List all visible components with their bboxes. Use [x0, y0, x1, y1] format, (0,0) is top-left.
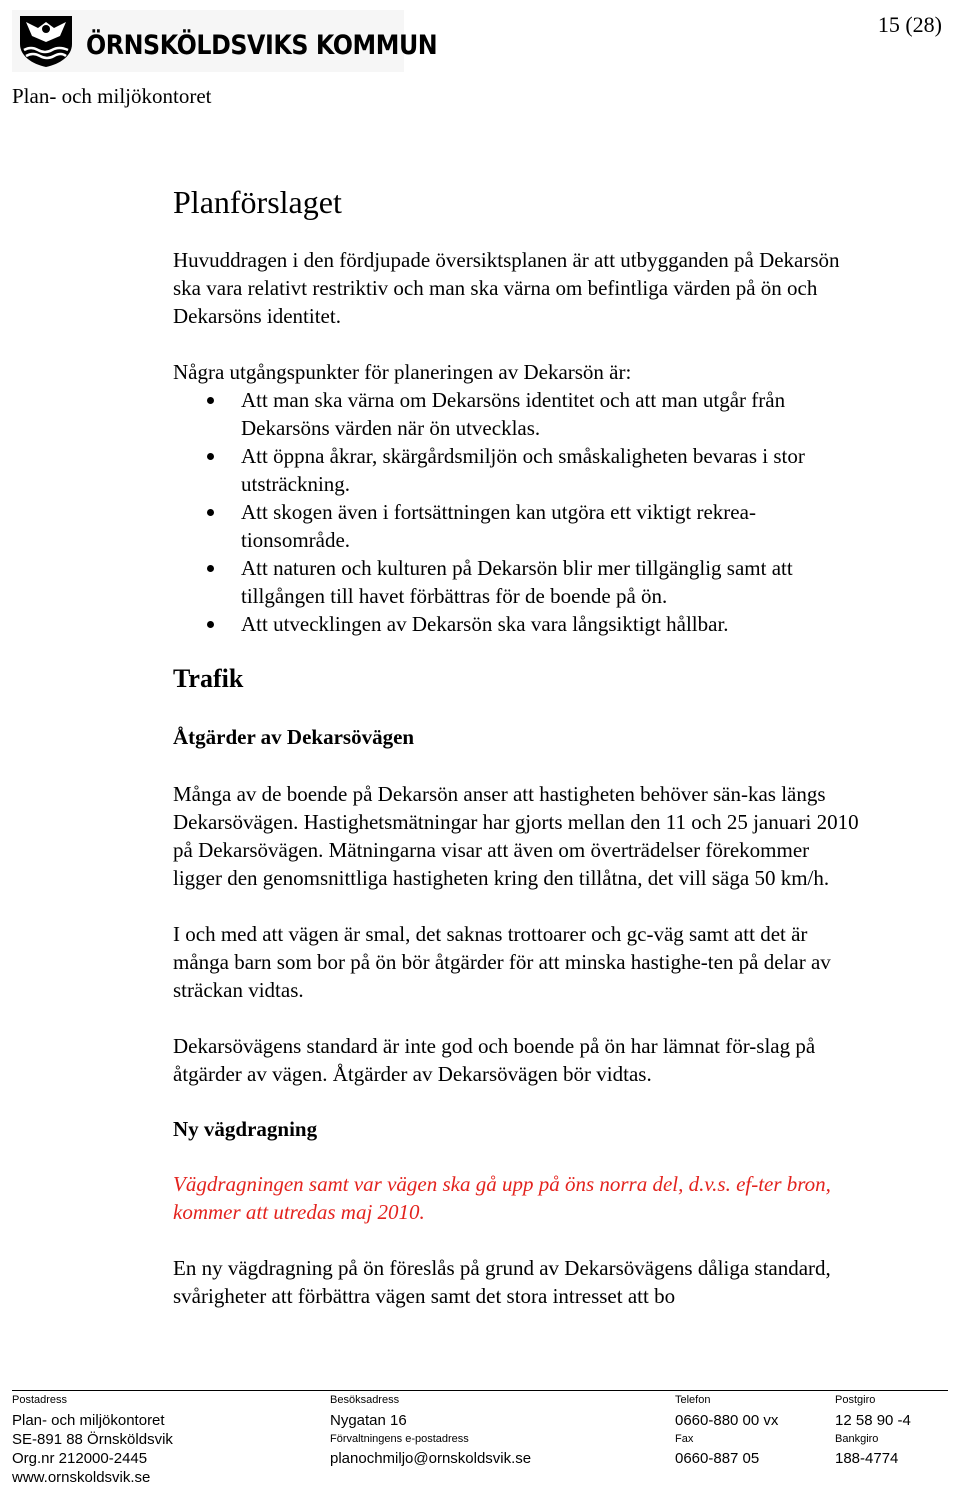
- bullet-icon: [207, 453, 214, 460]
- intro-paragraph: Huvuddragen i den fördjupade översiktsplanen är att utbygganden på Dekarsön ska vara relativt restriktiv och man ska värna om befintliga värden på ön och Dekarsöns identitet.: [173, 248, 840, 328]
- municipality-logo: [12, 10, 438, 72]
- section-heading-trafik: Trafik: [173, 664, 244, 693]
- bullet-icon: [207, 621, 214, 628]
- postadress-line1: Plan- och miljökontoret: [12, 1412, 165, 1429]
- page-title: Planförslaget: [173, 184, 342, 220]
- postadress-label: Postadress: [12, 1394, 68, 1406]
- paragraph-speed: Många av de boende på Dekarsön anser att hastigheten behöver sän-kas längs Dekarsövägen. Hastighetsmätningar har gjorts mellan den 11 och 25 januari 2010 på Dekarsövägen. Mätningarna visar att även om överträdelser förekommer ligger den genomsnittliga hastigheten kring den tillåtna, det vill säga 50 km/h.: [173, 782, 859, 890]
- besoksadress-label: Besöksadress: [330, 1394, 400, 1406]
- department-name: Plan- och miljökontoret: [12, 84, 212, 108]
- telefon-label: Telefon: [675, 1394, 711, 1406]
- postgiro: 12 58 90 -4: [835, 1412, 911, 1429]
- footer-divider: [12, 1390, 948, 1391]
- paragraph-new-road: En ny vägdragning på ön föreslås på grund av Dekarsövägens dåliga standard, svårigheter att förbättra vägen samt det stora intresset att bo: [173, 1256, 831, 1308]
- footer-col-postadress: [12, 1393, 312, 1487]
- besoksadress: Nygatan 16: [330, 1412, 407, 1429]
- bullet-list: [173, 386, 863, 638]
- list-item: Att utvecklingen av Dekarsön ska vara långsiktigt hållbar.: [173, 610, 863, 638]
- footer-col-giro: [835, 1393, 955, 1468]
- org-name: ÖRNSKÖLDSVIKS KOMMUN: [86, 30, 438, 61]
- bankgiro-label: Bankgiro: [835, 1433, 879, 1445]
- website-link[interactable]: www.ornskoldsvik.se: [12, 1469, 151, 1486]
- paragraph-safety: I och med att vägen är smal, det saknas trottoarer och gc-väg samt att det är många barn som bor på ön bör åtgärder för att minska hastighe-ten på delar av sträckan vidtas.: [173, 922, 831, 1002]
- list-item: Att man ska värna om Dekarsöns identitet och att man utgår från Dekarsöns värden när ön utvecklas.: [173, 386, 863, 442]
- fax-label: Fax: [675, 1433, 694, 1445]
- fax: 0660-887 05: [675, 1450, 760, 1467]
- telefon: 0660-880 00 vx: [675, 1412, 779, 1429]
- list-intro: Några utgångspunkter för planeringen av Dekarsön är:: [173, 360, 632, 384]
- bankgiro: 188-4774: [835, 1450, 899, 1467]
- list-item: Att naturen och kulturen på Dekarsön blir mer tillgänglig samt att tillgången till havet förbättras för de boende på ön.: [173, 554, 863, 610]
- subsection-heading-atgarder: Åtgärder av Dekarsövägen: [173, 725, 415, 749]
- bullet-icon: [207, 397, 214, 404]
- list-item: Att skogen även i fortsättningen kan utgöra ett viktigt rekrea-tionsområde.: [173, 498, 863, 554]
- epost-label: Förvaltningens e-postadress: [330, 1433, 469, 1445]
- footer-col-besoksadress: [330, 1393, 660, 1468]
- list-item: Att öppna åkrar, skärgårdsmiljön och småskaligheten bevaras i stor utsträckning.: [173, 442, 863, 498]
- coat-of-arms-icon: [16, 14, 76, 68]
- bullet-icon: [207, 509, 214, 516]
- paragraph-standard: Dekarsövägens standard är inte god och boende på ön har lämnat för-slag på åtgärder av vägen. Åtgärder av Dekarsövägen bör vidtas.: [173, 1034, 816, 1086]
- org-number: Org.nr 212000-2445: [12, 1450, 148, 1467]
- red-note: Vägdragningen samt var vägen ska gå upp på öns norra del, d.v.s. ef-ter bron, kommer att utredas maj 2010.: [173, 1172, 831, 1224]
- postgiro-label: Postgiro: [835, 1394, 876, 1406]
- footer-col-telefon: [675, 1393, 825, 1468]
- page-number: 15 (28): [877, 12, 942, 37]
- main-content: [173, 180, 863, 1310]
- subsection-heading-ny-vagdragning: Ny vägdragning: [173, 1117, 318, 1141]
- postadress-line2: SE-891 88 Örnsköldsvik: [12, 1431, 173, 1448]
- epost-link[interactable]: planochmiljo@ornskoldsvik.se: [330, 1450, 532, 1467]
- bullet-icon: [207, 565, 214, 572]
